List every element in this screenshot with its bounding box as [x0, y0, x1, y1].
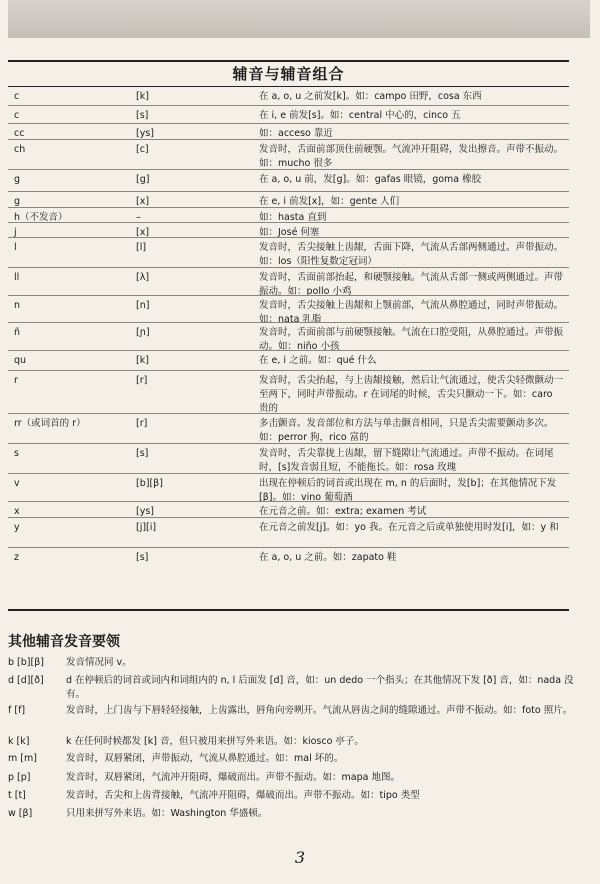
- consonant-letter: l: [14, 242, 17, 253]
- table-row: [8, 267, 569, 295]
- consonant-ipa: [r]: [136, 375, 148, 386]
- consonant-description: 如：hasta 直到: [259, 212, 327, 223]
- consonant-description: 在 a, o, u 前，发[g]。如：gafas 眼镜，goma 橡胶: [259, 174, 482, 185]
- consonant-ipa: [g]: [136, 174, 150, 185]
- table-row: [8, 207, 569, 222]
- consonant-description: 发音时，舌面前部与前硬颚接触。气流在口腔受阻，从鼻腔通过。声带振动。如：niño 小孩: [259, 327, 564, 352]
- consonant-letter: g: [14, 174, 21, 185]
- consonant-description: 如：acceso 靠近: [259, 128, 333, 139]
- consonant-description: 发音时，舌尖接触上齿龈和上颚前部，气流从鼻腔通过，同时声带振动。如：nata 乳脂: [259, 300, 564, 325]
- consonant-description: 在 e, i 前发[x]，如：gente 人们: [259, 196, 400, 207]
- consonant-ipa: [ys]: [136, 128, 154, 139]
- consonant-ipa: [j][i]: [136, 522, 157, 533]
- consonant-description: 在元音之前。如：extra; examen 考试: [259, 506, 427, 517]
- consonant-ipa: [c]: [136, 144, 149, 155]
- table-row: [8, 87, 569, 105]
- consonant-letter: y: [14, 522, 20, 533]
- consonant-ipa: b [b][β]: [8, 657, 44, 668]
- consonant-ipa: [s]: [136, 552, 149, 563]
- consonant-description: 在 a, o, u 之前发[k]。如：campo 田野，cosa 东西: [259, 91, 482, 102]
- table-row: [8, 237, 569, 267]
- table-row: [8, 222, 569, 237]
- consonant-description: 出现在停顿后的词首或出现在 m, n 的后面时，发[b]；在其他情况下发[β]。如：vino 葡萄酒: [259, 478, 557, 503]
- consonant-description: 发音时，舌面前部顶住前硬颚。气流冲开阻碍，发出擦音。声带不振动。如：mucho 很多: [259, 144, 564, 169]
- consonant-ipa: [b][β]: [136, 478, 163, 489]
- table-row: [8, 295, 569, 325]
- consonant-ipa: [n]: [136, 300, 150, 311]
- table-row: [8, 322, 569, 350]
- consonant-ipa: t [t]: [8, 790, 26, 801]
- consonant-letter: s: [14, 448, 19, 459]
- consonant-ipa: [s]: [136, 110, 149, 121]
- consonant-description: 发音情况同 v。: [66, 657, 132, 668]
- consonant-description: 在元音之前发[j]。如：yo 我。在元音之后或单独使用时发[i]，如：y 和: [259, 522, 559, 533]
- table-row: [8, 473, 569, 501]
- consonant-description: 发音时，双唇紧闭，气流冲开阻碍，爆破而出。声带不振动。如：mapa 地图。: [66, 772, 400, 783]
- table-row: [8, 350, 569, 370]
- consonant-description: d 在停顿后的词首或词内和词组内的 n, l 后面发 [d] 音，如：un dedo 一个指头；在其他情况下发 [ð] 音，如：nada 没有。: [66, 675, 574, 700]
- consonant-letter: z: [14, 552, 19, 563]
- consonant-description: 只用来拼写外来语。如：Washington 华盛顿。: [66, 808, 268, 819]
- consonant-ipa: [λ]: [136, 272, 150, 283]
- table-row: [8, 547, 569, 569]
- consonant-ipa: w [β]: [8, 808, 33, 819]
- consonant-letter: h（不发音）: [14, 212, 68, 223]
- consonant-description: 在 e, i 之前。如：qué 什么: [259, 355, 377, 366]
- consonant-description: 发音时，舌面前部抬起，和硬颚接触。气流从舌部一侧或两侧通过。声带振动。如：pollo 小鸡: [259, 272, 564, 297]
- consonant-description: 发音时，双唇紧闭，声带振动，气流从鼻腔通过。如：mal 坏的。: [66, 753, 344, 764]
- consonant-ipa: [x]: [136, 227, 150, 238]
- consonant-ipa: [k]: [136, 91, 149, 102]
- consonant-ipa: f [f]: [8, 705, 26, 716]
- consonant-letter: g: [14, 196, 21, 207]
- consonant-ipa: [r]: [136, 418, 148, 429]
- consonant-letter: x: [14, 506, 20, 517]
- table-row: [8, 169, 569, 191]
- consonant-description: k 在任何时候都发 [k] 音，但只被用来拼写外来语。如：kiosco 亭子。: [66, 736, 364, 747]
- consonant-ipa: [ɲ]: [136, 327, 150, 338]
- table-row: [8, 443, 569, 473]
- section-heading: 其他辅音发音要领: [8, 634, 120, 650]
- consonant-description: 多击颤音。发音部位和方法与单击颤音相同，只是舌尖需要颤动多次。如：perror 狗，rico 富的: [259, 418, 554, 443]
- consonant-ipa: k [k]: [8, 736, 30, 747]
- consonant-ipa: [s]: [136, 448, 149, 459]
- consonant-ipa: p [p]: [8, 772, 31, 783]
- consonant-description: 发音时，舌尖接触上齿龈，舌面下降，气流从舌部两侧通过。声带振动。如：los（阳性复数定冠词）: [259, 242, 564, 267]
- consonant-ipa: m [m]: [8, 753, 37, 764]
- consonant-letter: rr（或词首的 r）: [14, 418, 86, 429]
- table-row: [8, 370, 569, 413]
- consonant-letter: ñ: [14, 327, 21, 338]
- table-row: [8, 517, 569, 547]
- consonant-description: 发音时，舌尖靠拢上齿龈，留下缝隙让气流通过。声带不振动。在词尾时，[s]发音弱且短，不能拖长。如：rosa 玫瑰: [259, 448, 554, 473]
- table-row: [8, 413, 569, 443]
- consonant-ipa: d [d][ð]: [8, 675, 44, 686]
- consonant-letter: c: [14, 110, 20, 121]
- consonant-letter: v: [14, 478, 20, 489]
- table-row: [8, 139, 569, 169]
- table-row: [8, 123, 569, 139]
- consonant-ipa: [l]: [136, 242, 147, 253]
- consonant-letter: cc: [14, 128, 25, 139]
- consonant-description: 如：José 何塞: [259, 227, 320, 238]
- table-row: [8, 501, 569, 517]
- consonant-letter: j: [14, 227, 17, 238]
- consonant-letter: qu: [14, 355, 27, 366]
- consonant-letter: ll: [14, 272, 20, 283]
- consonant-ipa: [k]: [136, 355, 149, 366]
- table-title: 辅音与辅音组合: [8, 62, 569, 87]
- consonant-ipa: [ys]: [136, 506, 154, 517]
- table-row: [8, 191, 569, 207]
- table-row: [8, 105, 569, 123]
- consonant-letter: r: [14, 375, 18, 386]
- consonant-ipa: –: [136, 212, 141, 223]
- consonant-ipa: [x]: [136, 196, 150, 207]
- page-number: 3: [294, 848, 306, 867]
- consonant-letter: n: [14, 300, 21, 311]
- consonant-description: 发音时，舌尖和上齿背接触，气流冲开阻碍，爆破而出。声带不振动。如：tipo 类型: [66, 790, 420, 801]
- consonant-description: 发音时，舌尖抬起，与上齿龈接触，然后让气流通过，使舌尖轻微颤动一至两下，同时声带振动。r 在词尾的时候，舌尖只颤动一下。如：caro 贵的: [259, 375, 564, 414]
- consonant-table: [8, 60, 569, 611]
- consonant-description: 在 i, e 前发[s]。如：central 中心的，cinco 五: [259, 110, 461, 121]
- header-band: [8, 0, 590, 38]
- consonant-letter: c: [14, 91, 20, 102]
- consonant-description: 在 a, o, u 之前。如：zapato 鞋: [259, 552, 397, 563]
- consonant-letter: ch: [14, 144, 26, 155]
- consonant-description: 发音时，上门齿与下唇轻轻接触，上齿露出，唇角向旁咧开。气流从唇齿之间的缝隙通过。声带不振动。如：foto 照片。: [66, 705, 573, 716]
